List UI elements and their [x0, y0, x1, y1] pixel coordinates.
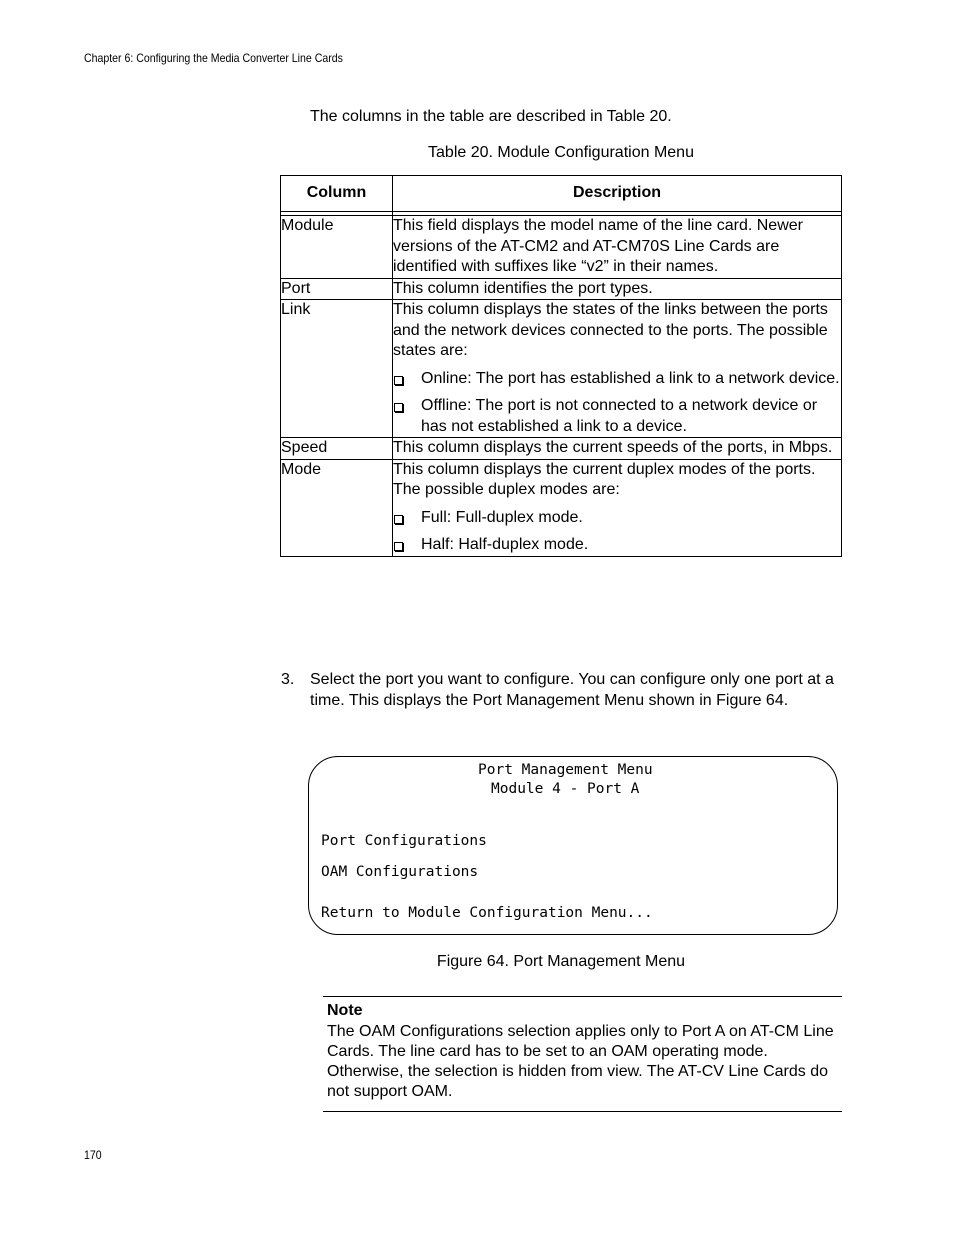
- description-text: This column displays the current speeds of the ports, in Mbps.: [393, 439, 833, 456]
- bullet-text: Full: Full-duplex mode.: [421, 508, 583, 526]
- menu-item-oam-configurations[interactable]: OAM Configurations: [321, 864, 479, 880]
- bullet-item: [393, 396, 841, 437]
- description-text: This column identifies the port types.: [393, 279, 653, 297]
- page-number: 170: [84, 1148, 102, 1162]
- row-description: [393, 278, 842, 300]
- bullet-item: [393, 508, 841, 529]
- row-column-name: Mode: [281, 459, 393, 556]
- bullet-text: Offline: The port is not connected to a network device or has not established a link to a device.: [421, 397, 818, 435]
- table-row: [281, 459, 842, 556]
- chapter-header: Chapter 6: Configuring the Media Converter Line Cards: [84, 51, 343, 65]
- column-header: Column: [281, 176, 393, 212]
- row-description: [393, 459, 842, 556]
- bullet-list: [393, 369, 841, 438]
- terminal-screen: [308, 756, 838, 935]
- checkbox-bullet-icon: [394, 515, 403, 524]
- menu-item-return[interactable]: Return to Module Configuration Menu...: [321, 905, 653, 921]
- description-text: This column displays the states of the links between the ports and the network devices connected to the ports. The possible states are:: [393, 301, 828, 359]
- row-description: [393, 300, 842, 438]
- row-description: [393, 216, 842, 279]
- bullet-item: [393, 535, 841, 556]
- terminal-menu-subtitle: Module 4 - Port A: [491, 781, 640, 797]
- row-column-name: Port: [281, 278, 393, 300]
- table-row: [281, 438, 842, 460]
- checkbox-bullet-icon: [394, 542, 403, 551]
- bullet-text: Half: Half-duplex mode.: [421, 536, 589, 553]
- bullet-item: [393, 369, 841, 390]
- description-header: Description: [393, 176, 842, 212]
- table-header-row: [281, 176, 842, 212]
- checkbox-bullet-icon: [394, 376, 403, 385]
- note-title: Note: [327, 1002, 363, 1019]
- row-column-name: Module: [281, 216, 393, 279]
- table-caption: Table 20. Module Configuration Menu: [428, 144, 694, 161]
- terminal-menu-title: Port Management Menu: [478, 762, 653, 778]
- table-row: [281, 300, 842, 438]
- module-configuration-table: [280, 175, 842, 557]
- checkbox-bullet-icon: [394, 403, 403, 412]
- bullet-list: [393, 508, 841, 556]
- row-description: [393, 438, 842, 460]
- menu-item-port-configurations[interactable]: Port Configurations: [321, 833, 487, 849]
- row-column-name: Speed: [281, 438, 393, 460]
- description-text: This field displays the model name of the line card. Newer versions of the AT-CM2 and AT-CM70S Line Cards are identified with suffixes like “v2” in their names.: [393, 217, 803, 275]
- table-row: [281, 216, 842, 279]
- row-column-name: Link: [281, 300, 393, 438]
- step-text: Select the port you want to configure. You can configure only one port at a time. This displays the Port Management Menu shown in Figure 64.: [310, 671, 834, 709]
- figure-caption: Figure 64. Port Management Menu: [436, 953, 686, 970]
- description-text: This column displays the current duplex modes of the ports. The possible duplex modes are:: [393, 460, 816, 498]
- step-number: 3.: [281, 671, 295, 688]
- note-body: The OAM Configurations selection applies only to Port A on AT-CM Line Cards. The line card has to be set to an OAM operating mode. Otherwise, the selection is hidden from view. The AT-CV Line Cards do not support OAM.: [327, 1023, 834, 1100]
- table-row: [281, 278, 842, 300]
- note-box: [323, 996, 842, 1112]
- intro-paragraph: The columns in the table are described in Table 20.: [310, 108, 672, 125]
- bullet-text: Online: The port has established a link to a network device.: [421, 369, 840, 387]
